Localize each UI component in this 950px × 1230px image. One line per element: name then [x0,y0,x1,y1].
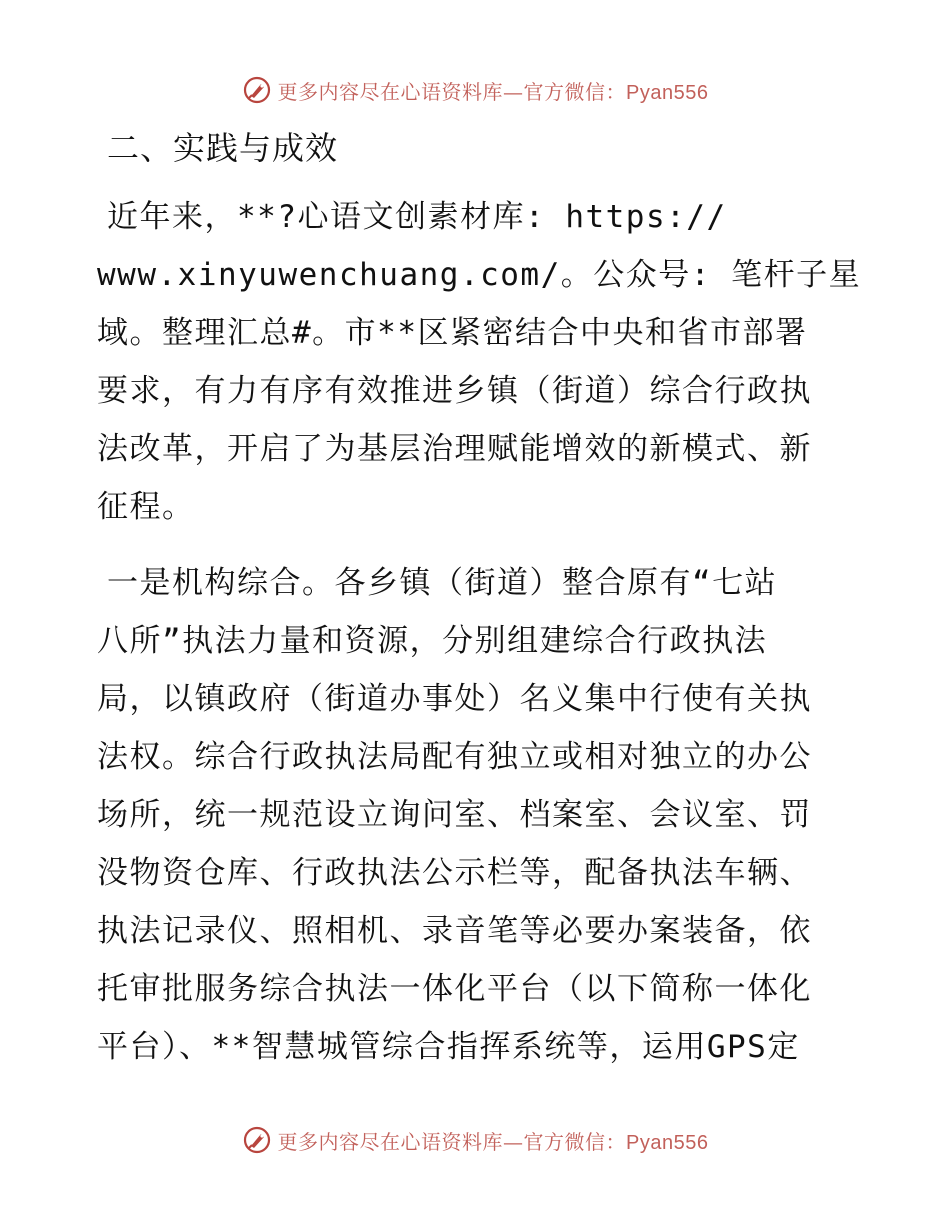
text-line: 征程。 [97,489,195,525]
text-line: 要求，有力有序有效推进乡镇（街道）综合行政执 [97,373,812,409]
section-heading: 二、实践与成效 [107,129,339,167]
paragraph-institution [97,554,857,1076]
text-line: 场所，统一规范设立询问室、档案室、会议室、罚 [97,797,812,833]
text-line: 局，以镇政府（街道办事处）名义集中行使有关执 [97,681,812,717]
text-line: 平台）、**智慧城管综合指挥系统等，运用GPS定 [97,1029,800,1065]
text-line: 近年来，**?心语文创素材库: https:// [107,199,727,235]
text-line: 域。整理汇总#。市**区紧密结合中央和省市部署 [97,315,808,351]
text-line: 法权。综合行政执法局配有独立或相对独立的办公 [97,739,812,775]
text-line: www.xinyuwenchuang.com/。公众号: 笔杆子星 [97,257,862,293]
text-line: 法改革，开启了为基层治理赋能增效的新模式、新 [97,431,812,467]
footer-watermark [0,1122,950,1158]
text-line: 没物资仓库、行政执法公示栏等，配备执法车辆、 [97,855,812,891]
document-body [97,120,862,1076]
text-line: 八所”执法力量和资源，分别组建综合行政执法 [97,623,768,659]
watermark-text: 更多内容尽在心语资料库—官方微信：Pyan556 [277,1129,709,1154]
pen-nib-logo-icon [242,1125,272,1155]
paragraph-intro [97,188,862,536]
header-watermark [0,72,950,108]
pen-nib-logo-icon [242,75,272,105]
text-line: 一是机构综合。各乡镇（街道）整合原有“七站 [107,565,778,601]
watermark-text: 更多内容尽在心语资料库—官方微信：Pyan556 [277,79,709,104]
text-line: 托审批服务综合执法一体化平台（以下简称一体化 [97,971,812,1007]
text-line: 执法记录仪、照相机、录音笔等必要办案装备，依 [97,913,812,949]
